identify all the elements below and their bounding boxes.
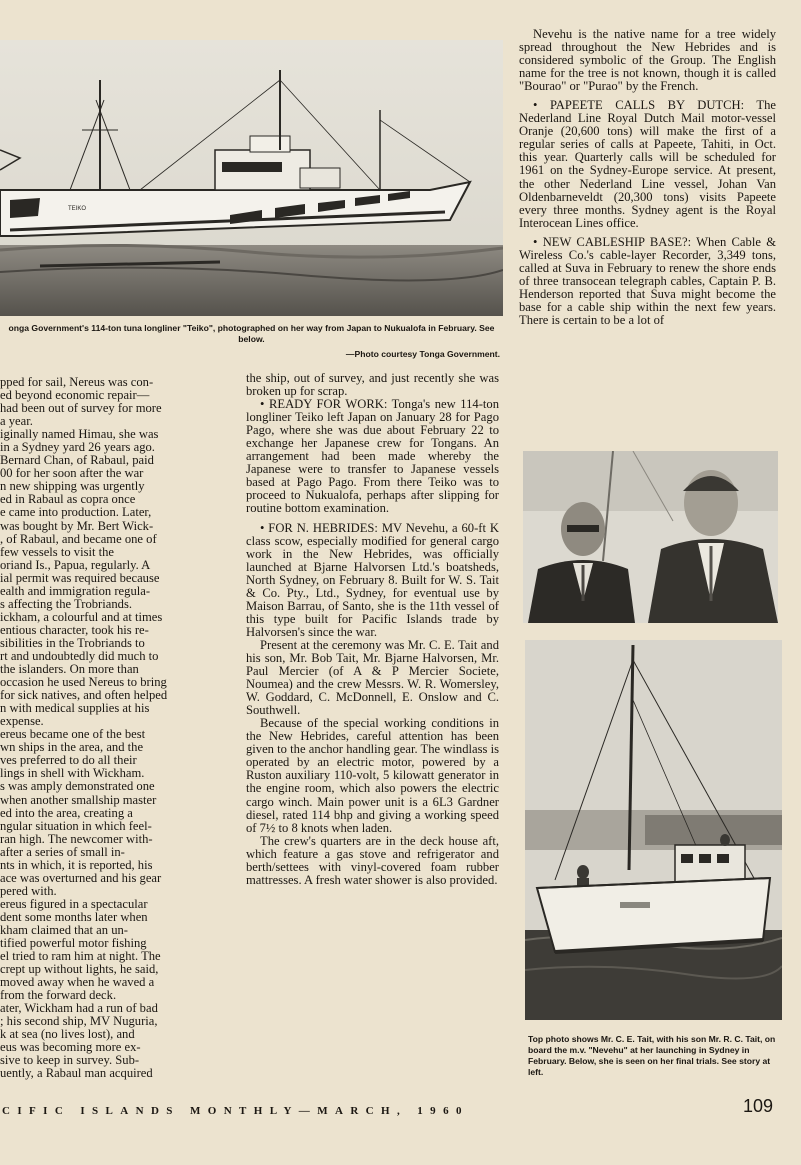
column-1-line: ater, Wickham had a run of bad — [0, 1001, 158, 1016]
column-1-line: tified powerful motor fishing — [0, 936, 147, 951]
column-1-line: e came into production. Later, — [0, 505, 152, 520]
column-2 — [246, 372, 499, 1087]
column-1-line: moved away when he waved a — [0, 975, 155, 990]
column-1-line: wn ships in the area, and the — [0, 740, 144, 755]
column-1-line: sive to keep in survey. Sub- — [0, 1053, 140, 1068]
column-1-line: el tried to ram him at night. The — [0, 949, 161, 964]
column-1-line: ealth and immigration regula- — [0, 583, 151, 598]
column-1-line: had been out of survey for more — [0, 401, 162, 416]
column-1-line: entious character, took his re- — [0, 622, 149, 637]
column-1-line: few vessels to visit the — [0, 544, 115, 559]
column-1 — [0, 376, 228, 1091]
column-1-line: s affecting the Trobriands. — [0, 596, 132, 611]
tait-portrait-image — [523, 451, 778, 623]
column-1-line: ickham, a colourful and at times — [0, 609, 163, 624]
column-1-line: pped for sail, Nereus was con- — [0, 376, 154, 389]
working-conditions-paragraph: Because of the special working conditions in the New Hebrides, careful attention has been given to the anchor handling gear. The windlass is operated by an electric motor, powered by a Ruston auxiliary 110-volt, 5 kilowatt generator in the engine room, which also powers the electric cargo winch. Main power unit is a 6L3 Gardner diesel, rated 114 bhp and giving a working speed of 7½ to 8 knots when laden. — [246, 716, 499, 835]
right-photos-caption: Top photo shows Mr. C. E. Tait, with his son Mr. R. C. Tait, on board the m.v. "Nevehu" at her launching in Sydney in February. Below, she is seen on her final trials. See story at left. — [528, 1034, 776, 1077]
column-1-line: a year. — [0, 414, 33, 429]
column-1-line: n new shipping was urgently — [0, 479, 145, 494]
column-1-line: sibilities in the Trobriands to — [0, 635, 145, 650]
column-1-line: ves preferred to do all their — [0, 753, 137, 768]
column-1-line: , of Rabaul, and became one of — [0, 531, 157, 546]
column-1-line: was bought by Mr. Bert Wick- — [0, 518, 154, 533]
column-1-line: ed into the area, creating a — [0, 805, 133, 820]
column-1-line: oriand Is., Papua, regularly. A — [0, 557, 151, 572]
column-1-line: in a Sydney yard 26 years ago. — [0, 440, 155, 455]
column-1-line: expense. — [0, 714, 44, 729]
nevehu-name-paragraph: Nevehu is the native name for a tree widely spread throughout the New Hebrides and is considered symbolic of the Group. The English name for the tree is not known, though it is called "Bourao" or "Purao" by the French. — [519, 28, 776, 94]
nevehu-trials-image — [525, 640, 782, 1020]
crew-quarters-paragraph: The crew's quarters are in the deck house aft, which feature a gas stove and refrigerator and berth/settees with vinyl-covered foam rubber mattresses. A fresh water shower is also provided. — [246, 833, 499, 887]
column-1-line: ngular situation in which feel- — [0, 818, 152, 833]
column-1-line: occasion he used Nereus to bring — [0, 675, 167, 690]
column-1-line: crept up without lights, he said, — [0, 962, 159, 977]
column-1-line: kham claimed that an un- — [0, 922, 128, 937]
column-1-line: lings in shell with Wickham. — [0, 766, 145, 781]
nevehu-trials-photo — [525, 640, 782, 1020]
ceremony-paragraph: Present at the ceremony was Mr. C. E. Tait and his son, Mr. Bob Tait, Mr. Bjarne Halvorsen, Mr. Paul Mercier (of A & P Mercier Societe, Noumea) and the crew Messrs. W. R. Womersley, W. Goddard, C. McDonnell, E. Onslow and C. Southwell. — [246, 637, 499, 718]
column-1-line: k at sea (no lives lost), and — [0, 1027, 135, 1042]
teiko-photo — [0, 40, 503, 316]
column-1-line: ed beyond economic repair— — [0, 388, 150, 403]
column-1-line: pered with. — [0, 883, 57, 898]
cableship-base-story: • NEW CABLESHIP BASE?: When Cable & Wireless Co.'s cable-layer Recorder, 3,349 tons, called at Suva in February to renew the shore ends of three transocean telegraph cables, Captain P. B. Henderson reported that Suva might become the base for a cable ship within the next few years. There is certain to be a lot of — [519, 234, 776, 327]
papeete-calls-story: • PAPEETE CALLS BY DUTCH: The Nederland Line Royal Dutch Mail motor-vessel Oranje (20,600 tons) will make the first of a regular series of calls at Papeete, Tahiti, in Oct. this year. Quarterly calls will be scheduled for 1961 on the Sydney-Europe service. At present, the other Nederland Line vessel, Johan Van Oldenbarneveldt (20,300 tons) visits Papeete every three months. Sydney agent is the Royal Interocean Lines office. — [519, 98, 776, 230]
column-1-line: ereus figured in a spectacular — [0, 896, 148, 911]
column-1-line: ace was overturned and his gear — [0, 870, 162, 885]
column-1-line: iginally named Himau, she was — [0, 427, 159, 442]
for-n-hebrides-story: • FOR N. HEBRIDES: MV Nevehu, a 60-ft K class scow, especially modified for general cargo work in the New Hebrides, was officially launched at Bjarne Halvorsen Ltd.'s boatsheds, North Sydney, on February 8. Built for W. S. Tait & Co. Pty., Ltd., Sydney, for eventual use by Maison Barrau, of Santo, she is the 11th vessel of this type built for Pacific Islands trade by Halvorsen's since the war. — [246, 520, 499, 639]
column-1-line: n with medical supplies at his — [0, 701, 150, 716]
column-1-line: eus was becoming more ex- — [0, 1040, 141, 1055]
tait-portrait-photo — [523, 451, 778, 623]
column-1-line: nts in which, it is reported, his — [0, 857, 153, 872]
scrap-paragraph: the ship, out of survey, and just recently she was broken up for scrap. — [246, 372, 499, 399]
column-1-line: ran high. The newcomer with- — [0, 831, 153, 846]
column-1-line: for sick natives, and often helped — [0, 688, 168, 703]
column-1-line: when another smallship master — [0, 792, 157, 807]
column-1-line: dent some months later when — [0, 909, 148, 924]
column-1-line: rt and undoubtedly did much to — [0, 648, 159, 663]
hull-name: TEIKO — [68, 206, 87, 212]
column-1-line: s was amply demonstrated one — [0, 779, 155, 794]
masthead-footer: CIFIC ISLANDS MONTHLY—MARCH, 1960 — [2, 1105, 469, 1117]
teiko-photo-image — [0, 40, 503, 316]
column-1-line: after a series of small in- — [0, 844, 125, 859]
photo-credit: —Photo courtesy Tonga Government. — [345, 349, 500, 359]
column-1-line: 00 for her soon after the war — [0, 466, 144, 481]
column-1-line: ial permit was required because — [0, 570, 160, 585]
column-1-line: Bernard Chan, of Rabaul, paid — [0, 453, 154, 468]
column-1-line: ereus became one of the best — [0, 727, 146, 742]
ready-for-work-story: • READY FOR WORK: Tonga's new 114-ton longliner Teiko left Japan on January 28 for Pago Pago, where she was due about February 22 to exchange her Japanese crew for Tongans. An arrangement had been made whereby the Japanese were to transfer to Japanese vessels based at Pago Pago. From there Teiko was to proceed to Nukualofa, perhaps after slipping for routine bottom examination. — [246, 397, 499, 516]
column-1-line: the islanders. On more than — [0, 662, 139, 677]
page-number: 109 — [742, 1096, 773, 1116]
teiko-photo-caption: onga Government's 114-ton tuna longliner "Teiko", photographed on her way from Japan to Nukualofa in February. See below. — [8, 323, 495, 344]
column-3 — [519, 28, 776, 448]
column-1-line: uently, a Rabaul man acquired — [0, 1066, 153, 1081]
column-1-line: ed in Rabaul as copra once — [0, 492, 136, 507]
column-1-line: ; his second ship, MV Nuguria, — [0, 1014, 158, 1029]
column-1-line: from the forward deck. — [0, 988, 117, 1003]
